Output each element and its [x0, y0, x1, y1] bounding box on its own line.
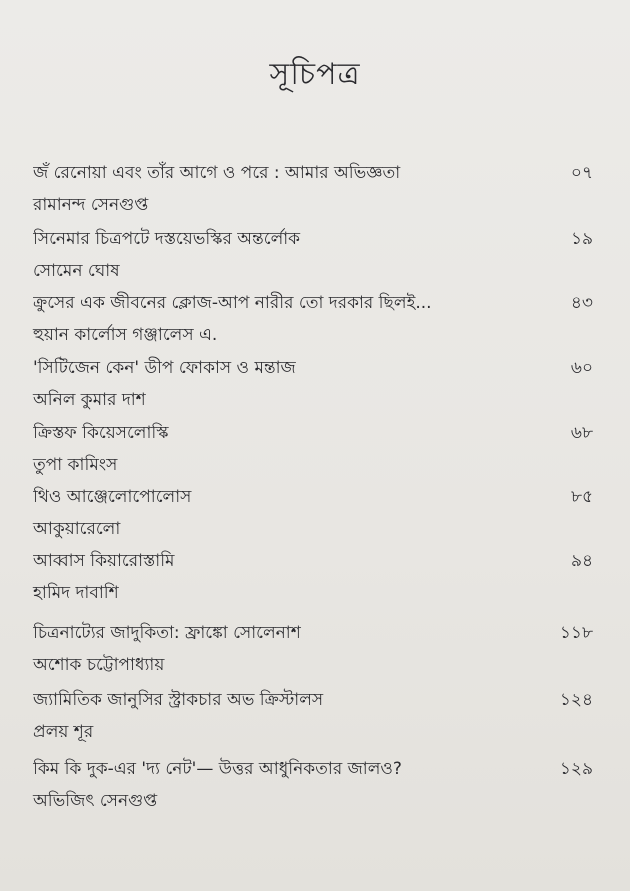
page-number: ৬৮ — [570, 423, 593, 443]
entry-author: অনিল কুমার দাশ — [33, 390, 146, 410]
page-number: ৪৩ — [570, 293, 593, 313]
entry-title: 'সিটিজেন কেন' ডীপ ফোকাস ও মন্তাজ — [33, 358, 296, 378]
page-title: সূচিপত্র — [269, 57, 361, 92]
page-number: ১৯ — [570, 229, 593, 249]
entry-title: আব্বাস কিয়ারোস্তামি — [33, 551, 175, 571]
entry-author: রামানন্দ সেনগুপ্ত — [33, 195, 149, 215]
page-number: ৯৪ — [570, 551, 593, 571]
entry-title: কিম কি দুক-এর 'দ্য নেট'— উত্তর আধুনিকতার জালও? — [33, 759, 402, 779]
page-number: ০৭ — [570, 163, 593, 183]
toc-entry — [33, 290, 593, 348]
page-number: ৮৫ — [570, 487, 593, 507]
toc-entry — [33, 160, 593, 218]
entry-title: জ্যামিতিক জানুসির স্ট্রাকচার অভ ক্রিস্টালস — [33, 690, 324, 710]
toc-entry — [33, 687, 593, 745]
entry-title: সিনেমার চিত্রপটে দস্তয়েভস্কির অন্তর্লোক — [33, 229, 301, 249]
toc-entry — [33, 548, 593, 606]
page-number: ১১৮ — [559, 623, 593, 643]
entry-author: সোমেন ঘোষ — [33, 261, 120, 281]
toc-entry — [33, 420, 593, 478]
toc-entry — [33, 226, 593, 284]
entry-author: অশোক চট্টোপাধ্যায় — [33, 655, 165, 675]
entry-author: তুপা কামিংস — [33, 455, 118, 475]
entry-title: ক্রুসের এক জীবনের ক্লোজ-আপ নারীর তো দরকার ছিলই... — [33, 293, 432, 313]
entry-author: প্রলয় শূর — [33, 722, 94, 742]
toc-entry — [33, 355, 593, 413]
entry-title: চিত্রনাট্যের জাদুকিতা: ফ্রাঙ্কো সোলেনাশ — [33, 623, 301, 643]
entry-author: হুয়ান কার্লোস গঞ্জালেস এ. — [33, 325, 218, 345]
toc-entry — [33, 484, 593, 542]
entry-author: অভিজিৎ সেনগুপ্ত — [33, 791, 158, 811]
entry-author: হামিদ দাবাশি — [33, 583, 119, 603]
page-number: ১২৯ — [559, 759, 593, 779]
toc-entry — [33, 756, 593, 814]
entry-title: ক্রিস্তফ কিয়েসলোস্কি — [33, 423, 169, 443]
entry-author: আকুয়ারেলো — [33, 519, 121, 539]
entry-title: জঁ রেনোয়া এবং তাঁর আগে ও পরে : আমার অভিজ্ঞতা — [33, 163, 401, 183]
page-number: ১২৪ — [559, 690, 593, 710]
toc-entry — [33, 620, 593, 678]
page-number: ৬০ — [570, 358, 593, 378]
entry-title: থিও আঞ্জেলোপোলোস — [33, 487, 192, 507]
